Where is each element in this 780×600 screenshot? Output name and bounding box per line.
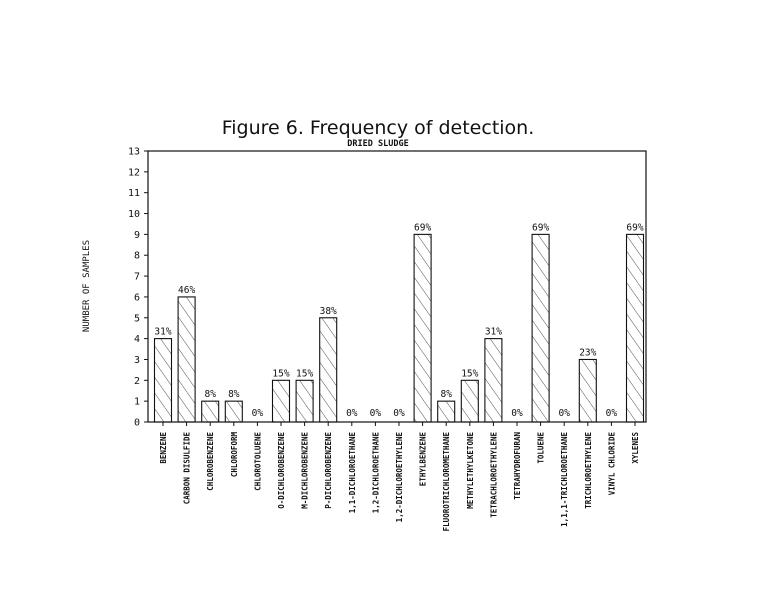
- data-label: 0%: [558, 408, 570, 419]
- data-label: 15%: [461, 368, 479, 380]
- x-tick-label: 1,2-DICHLOROETHYLENE: [395, 432, 404, 523]
- data-label: 0%: [251, 408, 264, 419]
- y-tick-label: 5: [133, 313, 140, 325]
- chart-title: Figure 6. Frequency of detection.: [221, 117, 535, 139]
- x-tick-label: VINYL CHLORIDE: [607, 432, 617, 496]
- bar: [296, 380, 313, 422]
- x-tick-label: TETRAHYDROFURAN: [513, 432, 522, 500]
- data-label: 31%: [154, 326, 172, 338]
- bar: [320, 318, 337, 422]
- x-tick-label: TOLUENE: [536, 432, 546, 464]
- x-tick-label: TETRACHLOROETHYLENE: [489, 432, 499, 518]
- bar: [532, 234, 549, 422]
- data-label: 8%: [228, 389, 240, 401]
- x-tick-label: 1,1,1-TRICHLOROETHANE: [560, 432, 570, 527]
- data-label: 15%: [272, 368, 290, 380]
- y-tick-label: 12: [127, 167, 140, 179]
- x-tick-label: FLUOROTRICHLOROMETHANE: [442, 432, 452, 532]
- bar: [627, 234, 644, 422]
- bar: [579, 359, 596, 422]
- data-label: 0%: [393, 408, 405, 419]
- y-axis-label: NUMBER OF SAMPLES: [82, 239, 92, 333]
- y-tick-label: 6: [133, 292, 140, 304]
- y-tick-label: 1: [133, 396, 140, 408]
- data-label: 69%: [532, 222, 550, 234]
- chart-subtitle: DRIED SLUDGE: [347, 139, 409, 149]
- x-tick-label: O-DICHLOROBENZENE: [277, 432, 286, 509]
- x-tick-label: METHYLETHYLKETONE: [465, 432, 475, 509]
- y-tick-label: 7: [133, 271, 140, 283]
- y-tick-label: 13: [127, 146, 140, 158]
- data-label: 46%: [178, 284, 196, 296]
- x-tick-label: TRICHLOROETHYLENE: [583, 432, 593, 509]
- y-tick-label: 11: [127, 188, 140, 200]
- y-tick-label: 10: [127, 209, 140, 221]
- data-labels: [154, 222, 643, 419]
- x-tick-label: BENZENE: [159, 432, 168, 464]
- y-tick-label: 4: [133, 334, 140, 346]
- data-label: 15%: [296, 368, 314, 380]
- bar: [155, 339, 172, 422]
- x-tick-label: P-DICHLOROBENZENE: [324, 432, 334, 509]
- bar: [438, 401, 455, 422]
- bar: [485, 339, 502, 422]
- data-label: 38%: [319, 305, 337, 317]
- bar: [178, 297, 195, 422]
- data-label: 8%: [440, 389, 452, 401]
- x-tick-label: CHLOROFORM: [229, 432, 239, 478]
- bar: [202, 401, 219, 422]
- x-tick-label: M-DICHLOROBENZENE: [300, 432, 310, 509]
- x-tick-label: CHLOROTOLUENE: [253, 432, 263, 491]
- x-tick-label: ETHYLBENZENE: [418, 432, 428, 487]
- data-label: 69%: [414, 222, 432, 234]
- x-tick-label: CARBON DISULFIDE: [182, 432, 192, 505]
- data-label: 0%: [369, 408, 382, 419]
- bar: [461, 380, 478, 422]
- y-tick-label: 9: [133, 229, 140, 241]
- x-tick-label: XYLENES: [631, 432, 640, 464]
- x-tick-label: CHLOROBENZENE: [206, 432, 216, 491]
- data-label: 23%: [579, 347, 597, 359]
- data-label: 8%: [204, 389, 216, 401]
- y-axis-ticks: [128, 147, 148, 429]
- y-tick-label: 3: [133, 354, 140, 366]
- y-tick-label: 2: [133, 375, 140, 387]
- bar: [225, 401, 242, 422]
- x-tick-label: 1,1-DICHLOROETHANE: [347, 432, 357, 514]
- y-tick-label: 0: [133, 417, 140, 429]
- data-label: 31%: [484, 326, 502, 338]
- x-axis-labels: [159, 422, 640, 531]
- data-label: 0%: [346, 408, 358, 419]
- data-label: 0%: [605, 408, 618, 419]
- data-label: 69%: [626, 222, 644, 234]
- data-label: 0%: [511, 408, 523, 419]
- x-tick-label: 1,2-DICHLOROETHANE: [371, 432, 381, 514]
- y-tick-label: 8: [133, 250, 140, 262]
- bar: [414, 234, 431, 422]
- bar: [273, 380, 290, 422]
- plot-frame: [148, 151, 646, 422]
